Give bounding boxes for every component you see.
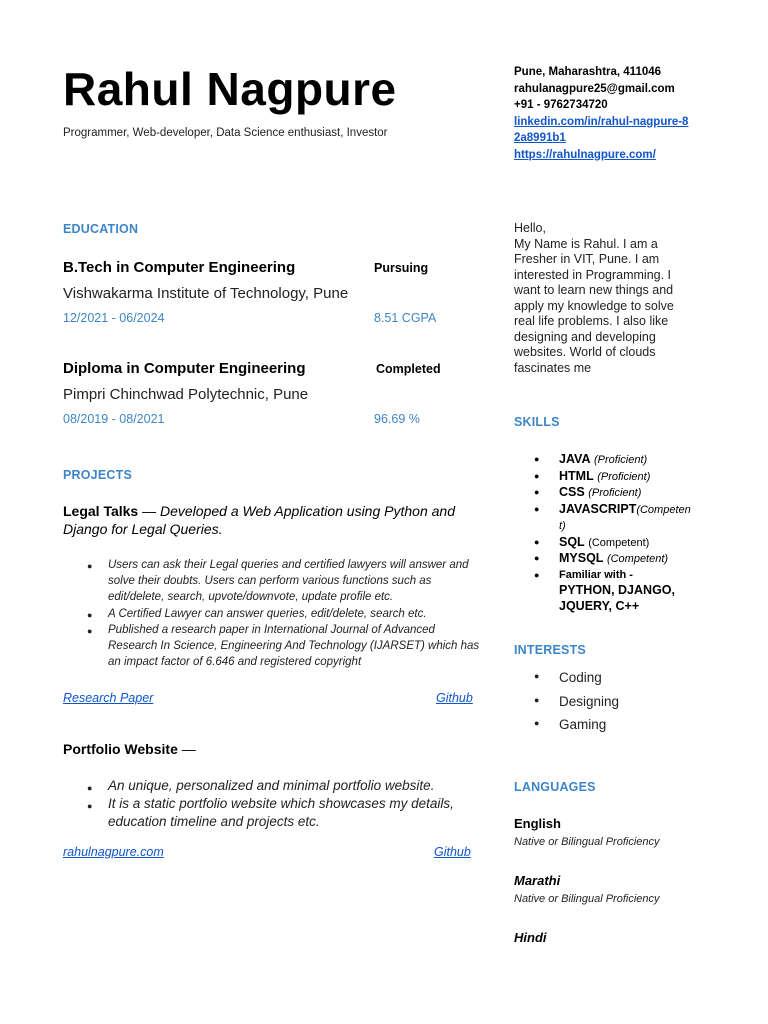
contact-block [514, 64, 689, 163]
skill-item [514, 551, 694, 568]
education-status: Completed [376, 362, 441, 376]
skill-name: CSS [559, 485, 585, 499]
interests-heading: INTERESTS [514, 643, 586, 657]
language-name: Hindi [514, 930, 547, 945]
contact-phone: +91 - 9762734720 [514, 99, 608, 111]
list-item: ● It is a static portfolio website which showcases my details, education timeline and projects etc. [63, 795, 483, 831]
skill-level: (Competent) [559, 503, 691, 532]
skill-level: (Proficient) [593, 454, 648, 466]
projects-heading: PROJECTS [63, 468, 132, 482]
skill-level: (Proficient) [588, 487, 642, 499]
resume-name: Rahul Nagpure [63, 63, 397, 115]
interests-list [514, 670, 694, 741]
familiar-list: PYTHON, DJANGO, JQUERY, C++ [559, 583, 675, 613]
skill-item [514, 469, 694, 486]
education-degree: Diploma in Computer Engineering [63, 360, 306, 377]
skill-level: (Competent) [588, 536, 650, 549]
portfolio-link[interactable]: rahulnagpure.com [63, 845, 164, 859]
skill-item [514, 452, 694, 469]
resume-tagline: Programmer, Web-developer, Data Science enthusiast, Investor [63, 127, 388, 139]
education-heading: EDUCATION [63, 222, 139, 236]
education-score: 8.51 CGPA [374, 311, 437, 325]
education-score: 96.69 % [374, 412, 420, 426]
project-title [63, 740, 463, 758]
github-link[interactable]: Github [436, 691, 473, 705]
interest-item: ● Coding [514, 670, 694, 694]
skills-list [514, 452, 694, 614]
skill-level: (Competent) [606, 553, 669, 565]
list-item: ● Users can ask their Legal queries and certified lawyers will answer and solve their doubts. Users can perform various functions such as edit/delete, search, upvote/downvote, update profile etc. [63, 557, 483, 606]
education-institute: Vishwakarma Institute of Technology, Pune [63, 285, 349, 302]
language-level: Native or Bilingual Proficiency [514, 836, 660, 848]
education-status: Pursuing [374, 261, 429, 275]
language-level: Native or Bilingual Proficiency [514, 893, 660, 905]
linkedin-link[interactable]: linkedin.com/in/rahul-nagpure-82a8991b1 [514, 115, 689, 144]
project-description: Developed a Web Application using Python and Django for Legal Queries. [63, 503, 455, 537]
project-dash: — [177, 741, 196, 757]
contact-email: rahulanagpure25@gmail.com [514, 82, 675, 95]
interest-item: ● Designing [514, 694, 694, 718]
list-item: ● An unique, personalized and minimal portfolio website. [63, 777, 483, 795]
skill-level: (Proficient) [597, 470, 651, 483]
skill-name: HTML [559, 468, 594, 483]
skill-item [514, 535, 694, 552]
project-name: Legal Talks [63, 503, 139, 519]
project-title [63, 502, 463, 538]
languages-heading: LANGUAGES [514, 780, 596, 794]
skill-item [514, 568, 694, 615]
skill-item [514, 485, 694, 502]
project-dash: — [138, 503, 160, 519]
skill-name: JAVASCRIPT [559, 501, 637, 516]
skills-heading: SKILLS [514, 415, 560, 429]
skill-name: JAVA [559, 452, 591, 466]
language-name: English [514, 816, 561, 831]
about-block [514, 221, 692, 376]
research-paper-link[interactable]: Research Paper [63, 691, 154, 705]
about-text: My Name is Rahul. I am a Fresher in VIT, Pune. I am interested in Programming. I want to learn new things and apply my knowledge to solve real life problems. I also like designing and developing websites. World of clouds fascinates me [514, 236, 674, 375]
list-item: ● A Certified Lawyer can answer queries, edit/delete, search etc. [63, 606, 483, 622]
list-item: ● Published a research paper in International Journal of Advanced Research In Science, Engineering And Technology (IJARSET) which has an impact factor of 6.646 and registered copyright [63, 622, 483, 671]
language-name: Marathi [514, 873, 561, 888]
project-name: Portfolio Website [63, 741, 178, 757]
project-bullets [63, 777, 483, 831]
education-institute: Pimpri Chinchwad Polytechnic, Pune [63, 386, 309, 403]
website-link[interactable]: https://rahulnagpure.com/ [514, 148, 656, 161]
skill-item [514, 502, 694, 535]
familiar-label: ● Familiar with - [559, 568, 633, 581]
skill-name: SQL [559, 534, 585, 549]
education-dates: 12/2021 - 06/2024 [63, 311, 165, 325]
interest-item: ● Gaming [514, 717, 694, 741]
contact-address: Pune, Maharashtra, 411046 [514, 66, 662, 78]
about-greeting: Hello, [514, 221, 546, 235]
github-link[interactable]: Github [434, 845, 471, 859]
education-dates: 08/2019 - 08/2021 [63, 412, 165, 426]
skill-name: MYSQL [559, 551, 604, 565]
education-degree: B.Tech in Computer Engineering [63, 259, 296, 276]
project-bullets [63, 557, 483, 670]
